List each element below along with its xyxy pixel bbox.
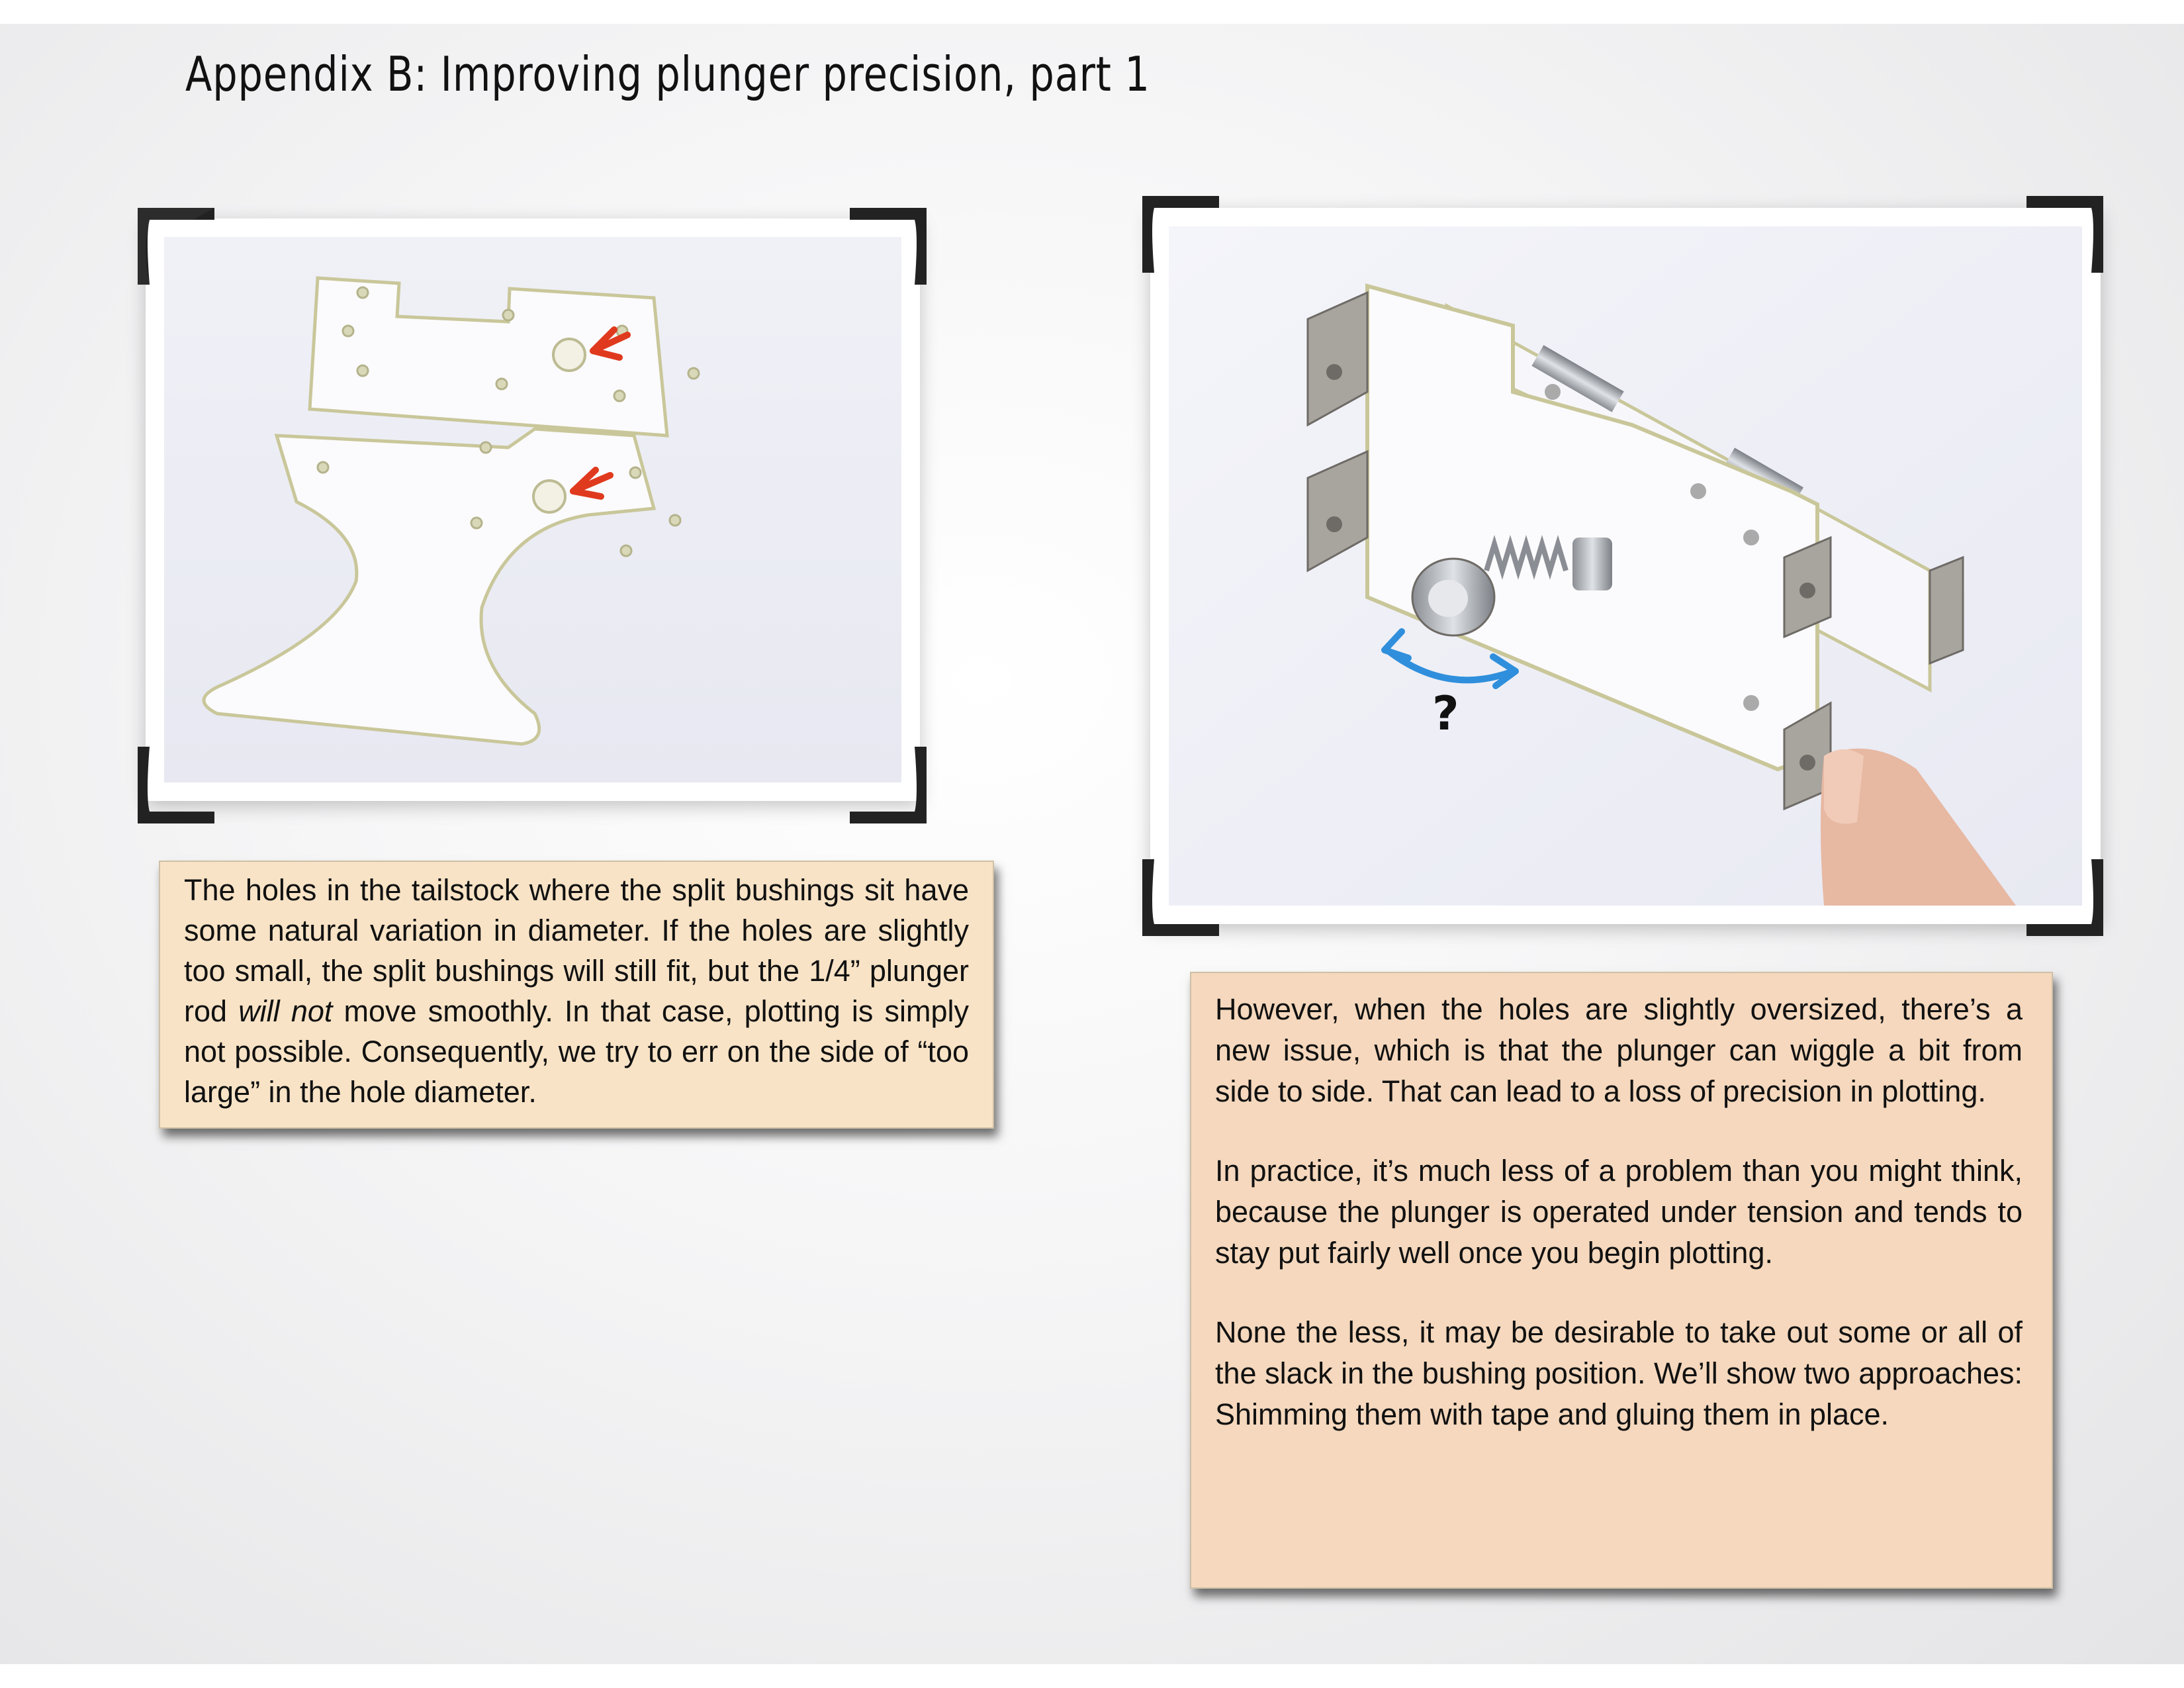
caption-note-left [159,861,994,1129]
photo-corner-top-left [138,208,214,285]
caption-left-part-2: move smoothly. In that case, plotting is simply not possible. Consequently, we try to err on the side of “too large” in the hole diameter. [184,994,969,1109]
photo-corner-bottom-left [1142,859,1219,936]
plunger-assembly-illustration [1169,226,2082,906]
photo-corner-bottom-left [138,747,214,823]
caption-right-paragraph-1: However, when the holes are slightly oversized, there’s a new issue, which is that the plunger can wiggle a bit from side to side. That can lead to a loss of precision in plotting. [1215,992,2023,1108]
photo-corner-top-right [2026,196,2103,273]
tailstock-plates-photo [164,237,901,782]
photo-corner-top-left [1142,196,1219,273]
photo-corner-bottom-right [2026,859,2103,936]
caption-right-paragraph-2: In practice, it’s much less of a problem than you might think, because the plunger is operated under tension and tends to stay put fairly well once you begin plotting. [1215,1154,2023,1270]
caption-left-part-1: The holes in the tailstock where the split bushings sit have some natural variation in diameter. If the holes are slightly too small, the split bushings will still fit, but the 1/4” plunger rod [184,873,969,1028]
question-mark: ? [1432,686,1459,741]
plunger-assembly-photo [1169,226,2082,906]
caption-right-paragraph-3: None the less, it may be desirable to take out some or all of the slack in the bushing position. We’ll show two approaches: Shimming them with tape and gluing them in place. [1215,1315,2023,1431]
photo-frame-tailstock [146,218,920,801]
page-title: Appendix B: Improving plunger precision, part 1 [185,46,1150,102]
photo-corner-bottom-right [850,747,927,823]
photo-frame-plunger [1150,208,2101,924]
bushing-hole-top [553,339,585,371]
caption-note-right [1190,972,2053,1589]
caption-left-text [184,870,969,1112]
photo-corner-top-right [850,208,927,285]
tailstock-plates-illustration [164,237,901,782]
bushing-hole-bottom [533,481,565,512]
caption-left-emphasis: will not [238,994,333,1028]
